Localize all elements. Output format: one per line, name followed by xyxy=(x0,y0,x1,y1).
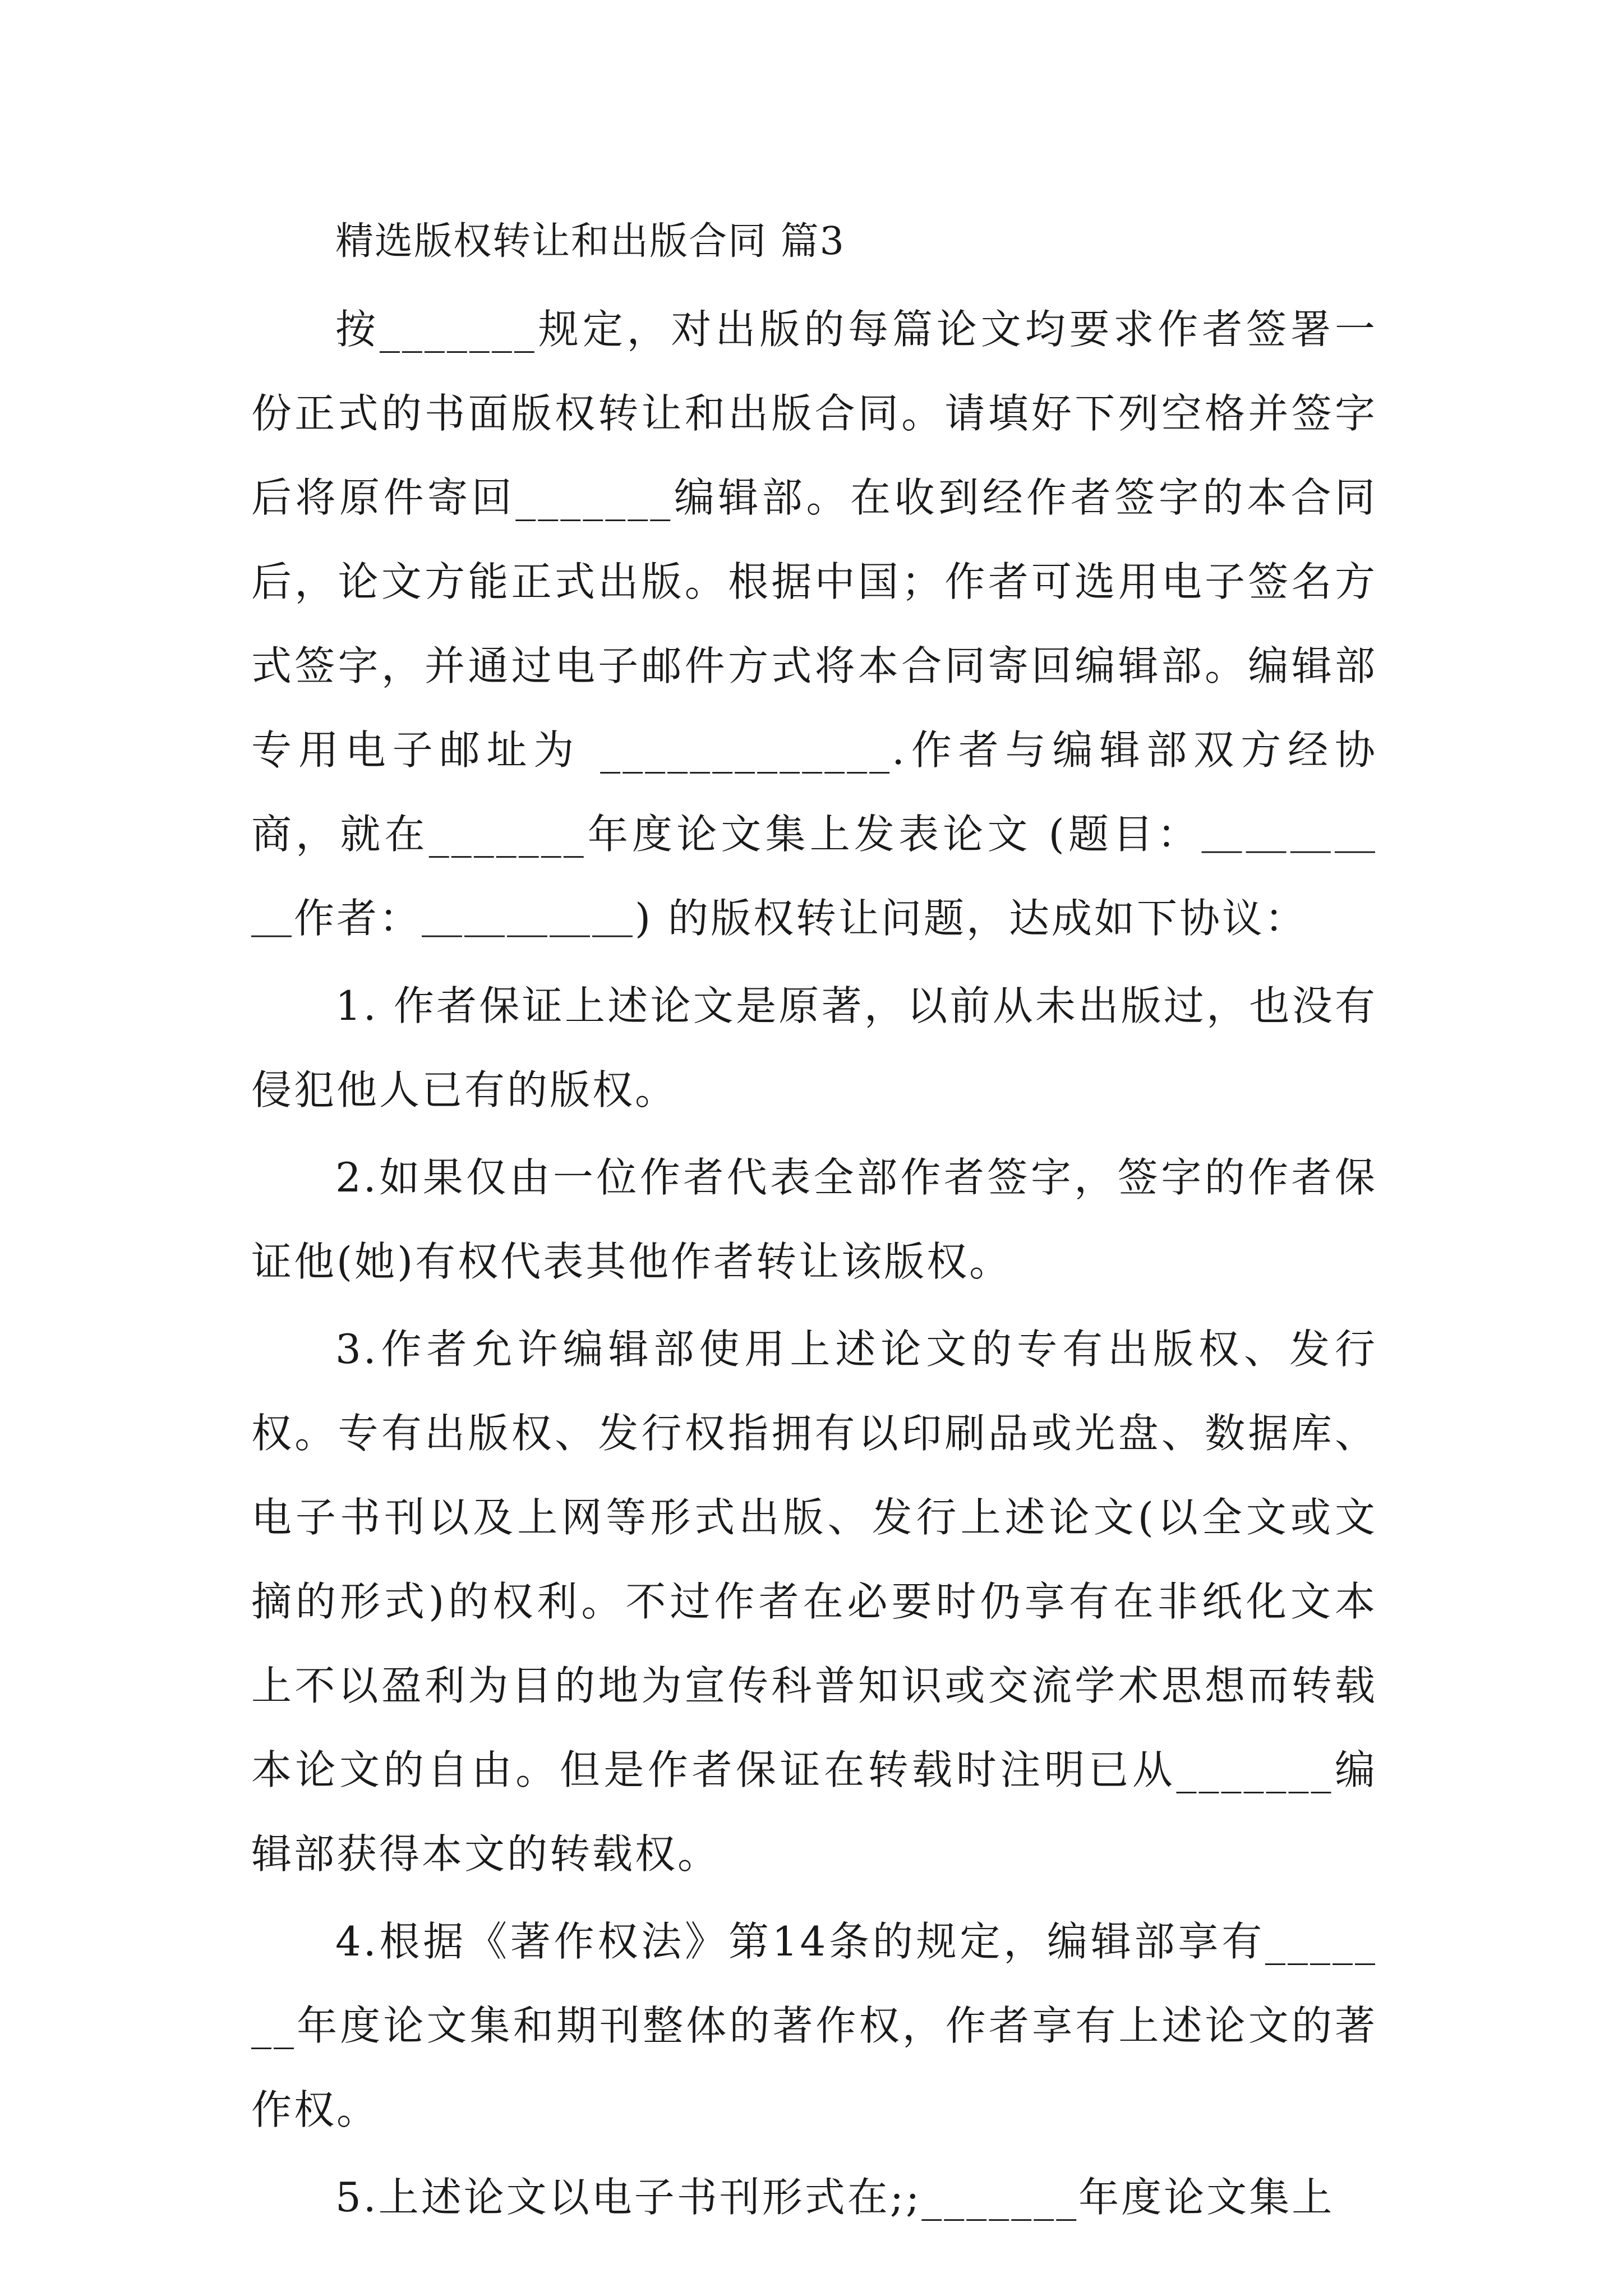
clause-2-paragraph: 2.如果仅由一位作者代表全部作者签字，签字的作者保证他(她)有权代表其他作者转让该版权。 xyxy=(251,1154,1377,1285)
clause-3-paragraph: 3.作者允许编辑部使用上述论文的专有出版权、发行权。专有出版权、发行权指拥有以印刷品或光盘、数据库、电子书刊以及上网等形式出版、发行上述论文(以全文或文摘的形式)的权利。不过作者在必要时仍享有在非纸化文本上不以盈利为目的地为宣传科普知识或交流学术思想而转载本论文的自由。但是作者保证在转载时注明已从_______编辑部获得本文的转载权。 xyxy=(251,1326,1377,1878)
clause-1-paragraph: 1. 作者保证上述论文是原著，以前从未出版过，也没有侵犯他人已有的版权。 xyxy=(251,982,1377,1114)
intro-paragraph: 按_______规定，对出版的每篇论文均要求作者签署一份正式的书面版权转让和出版合同。请填好下列空格并签字后将原件寄回_______编辑部。在收到经作者签字的本合同后，论文方能正式出版。根据中国；作者可选用电子签名方式签字，并通过电子邮件方式将本合同寄回编辑部。编辑部专用电子邮址为 _____________.作者与编辑部双方经协商，就在_______年度论文集上发表论文 (题目：＿＿＿＿＿作者：＿＿＿＿＿) 的版权转让问题，达成如下协议： xyxy=(251,306,1377,942)
clause-5-paragraph: 5.上述论文以电子书刊形式在;;_______年度论文集上 xyxy=(335,2174,1335,2221)
clause-4-paragraph: 4.根据《著作权法》第14条的规定，编辑部享有_______年度论文集和期刊整体的著作权，作者享有上述论文的著作权。 xyxy=(251,1918,1377,2133)
document-title: 精选版权转让和出版合同 篇3 xyxy=(335,219,845,264)
document-page xyxy=(251,209,1377,2243)
